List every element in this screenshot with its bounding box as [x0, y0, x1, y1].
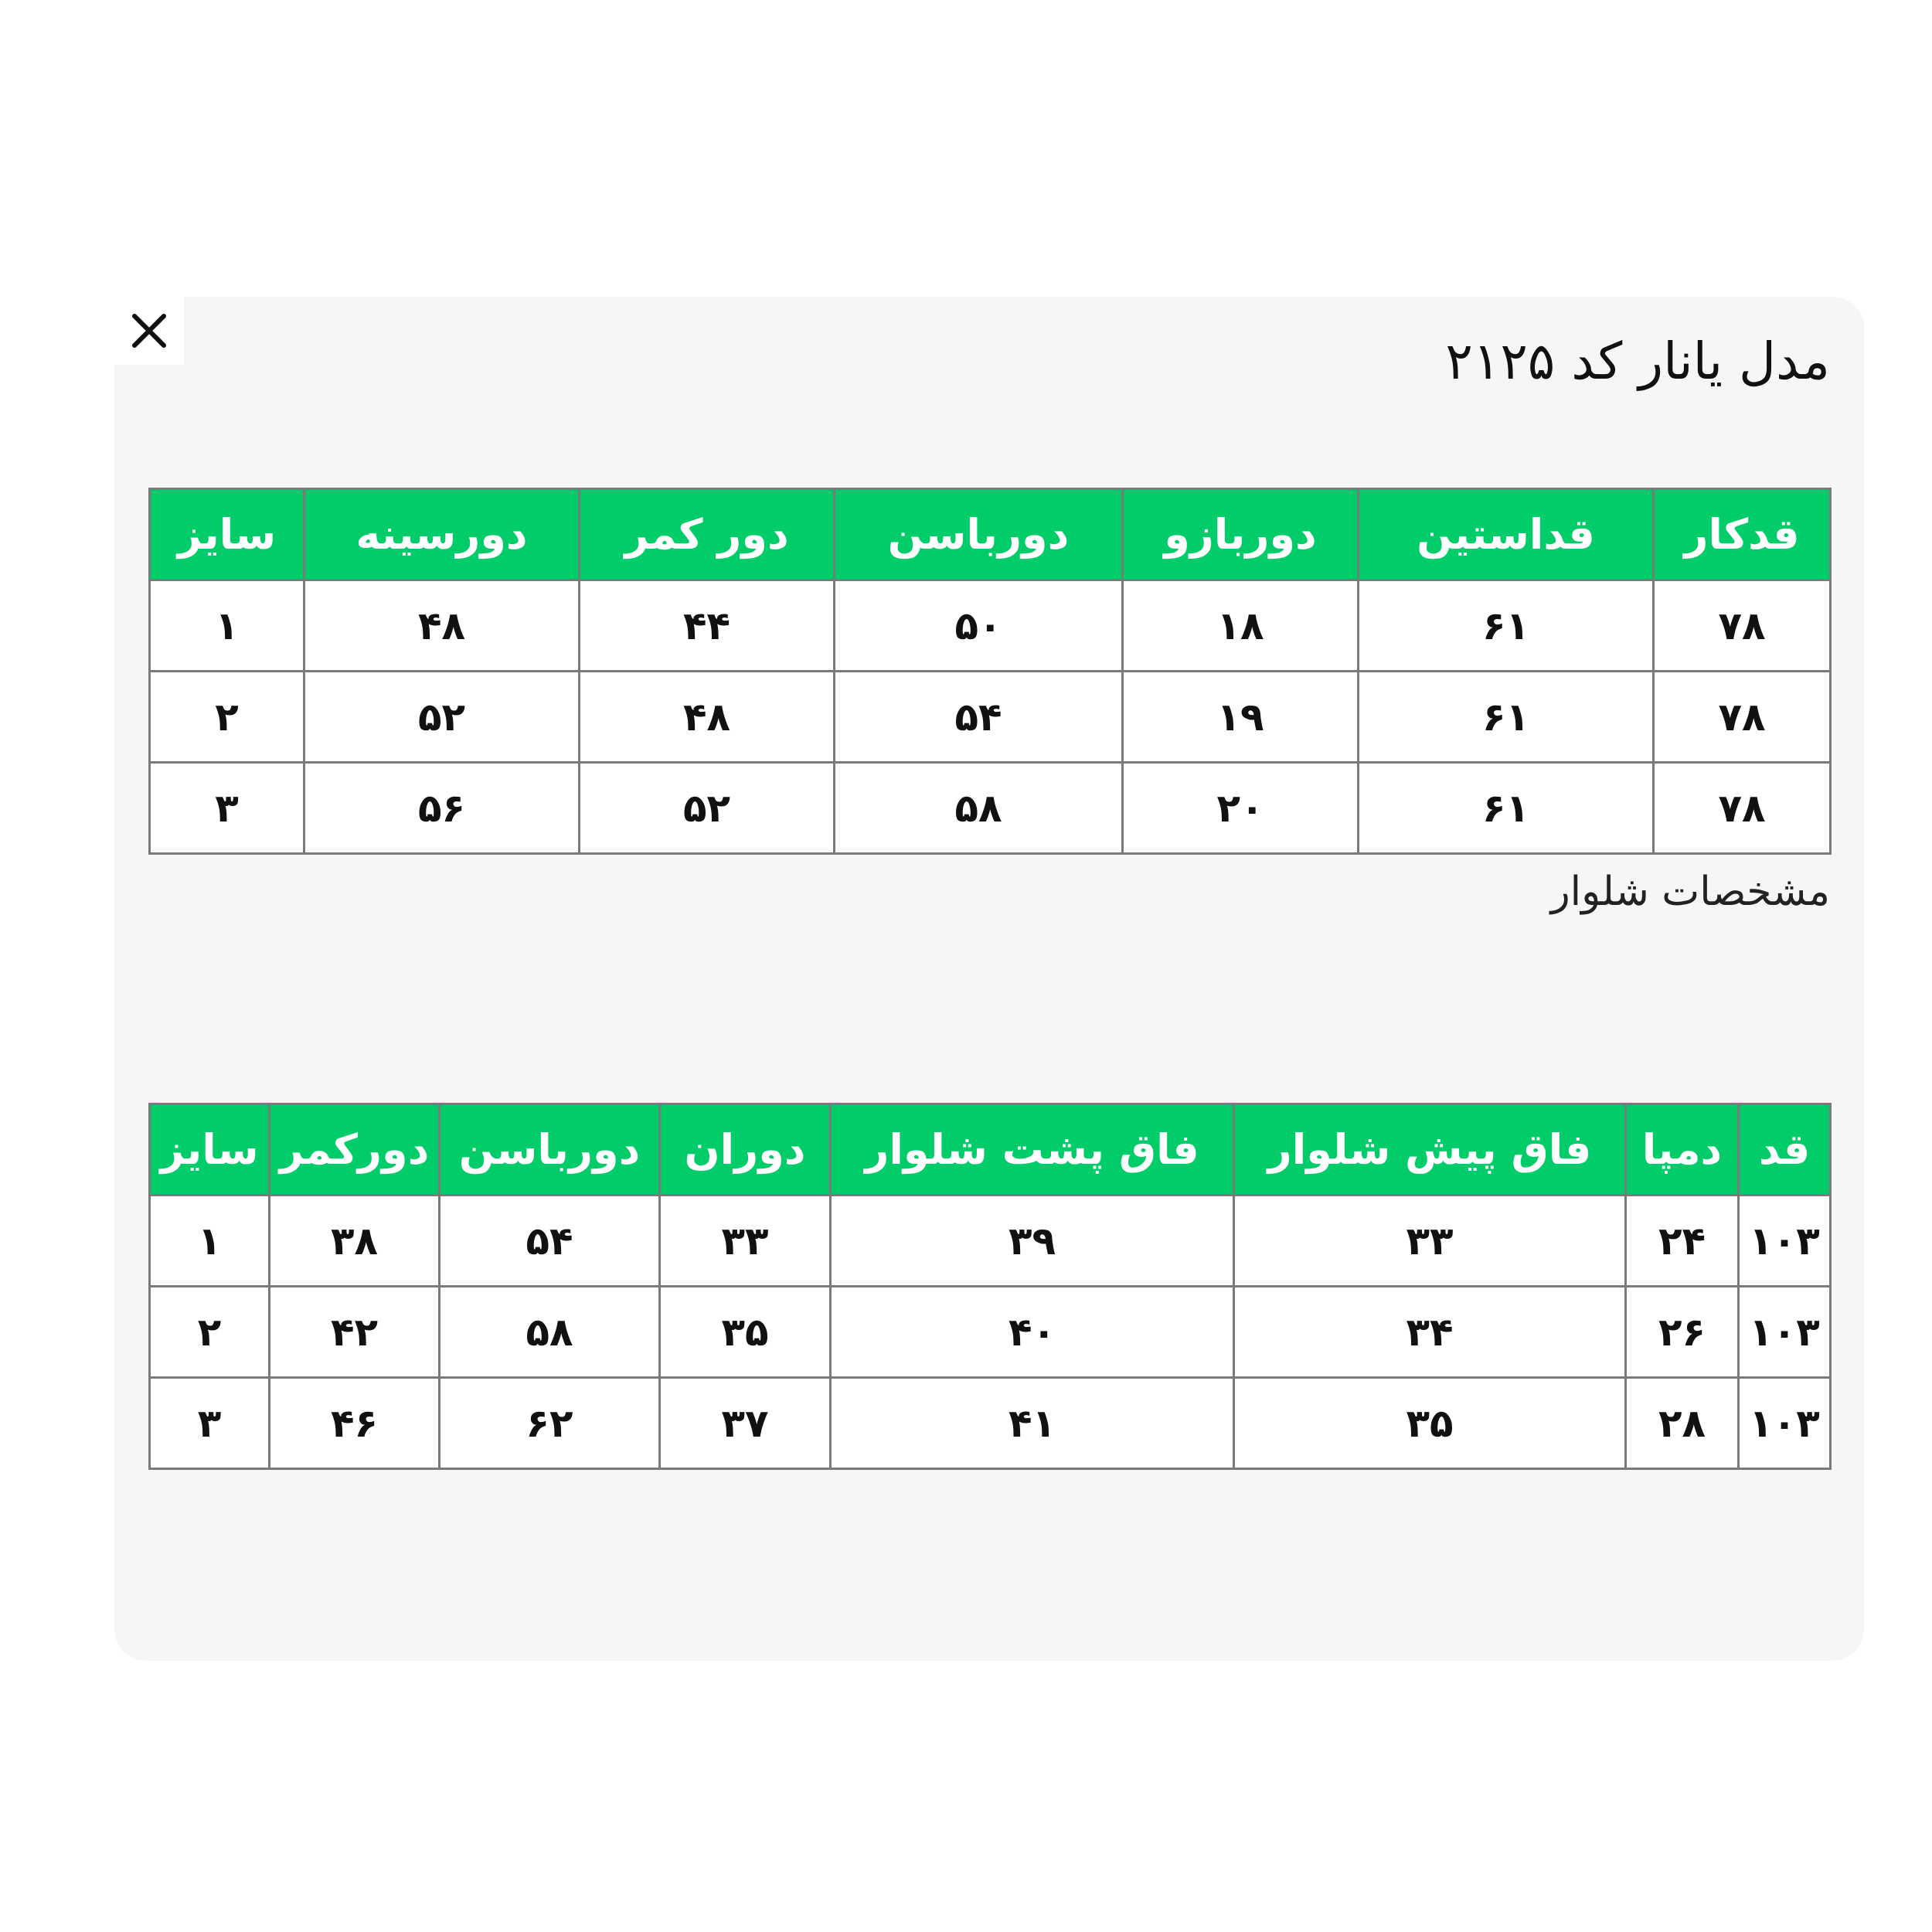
table-cell: ۲: [150, 1287, 270, 1378]
header-cell: فاق پیش شلوار: [1234, 1104, 1626, 1196]
pants-section-label: مشخصات شلوار: [1550, 869, 1830, 915]
table-row: [150, 763, 1831, 854]
table-cell: ۵۶: [304, 763, 580, 854]
header-cell: دورسینه: [304, 489, 580, 580]
header-cell: فاق پشت شلوار: [831, 1104, 1234, 1196]
table-row: [150, 1196, 1831, 1287]
table-cell: ۱۰۳: [1739, 1378, 1831, 1469]
table-cell: ۲۴: [1626, 1196, 1739, 1287]
table-cell: ۴۴: [580, 580, 835, 672]
table-row: [150, 1287, 1831, 1378]
table-cell: ۳۳: [1234, 1196, 1626, 1287]
table-cell: ۳۷: [660, 1378, 831, 1469]
table-cell: ۶۲: [440, 1378, 660, 1469]
table-cell: ۵۰: [835, 580, 1123, 672]
table-header-row: [150, 489, 1831, 580]
table-cell: ۵۸: [440, 1287, 660, 1378]
header-cell: سایز: [150, 489, 304, 580]
table-cell: ۴۱: [831, 1378, 1234, 1469]
table-cell: ۶۱: [1359, 580, 1654, 672]
header-cell: دمپا: [1626, 1104, 1739, 1196]
table-cell: ۳۳: [660, 1196, 831, 1287]
table-cell: ۴۰: [831, 1287, 1234, 1378]
table-cell: ۱: [150, 1196, 270, 1287]
header-cell: دورباسن: [440, 1104, 660, 1196]
table-cell: ۳۸: [270, 1196, 440, 1287]
table-cell: ۵۸: [835, 763, 1123, 854]
table-cell: ۵۴: [440, 1196, 660, 1287]
table-cell: ۶۱: [1359, 763, 1654, 854]
table-row: [150, 1378, 1831, 1469]
table-cell: ۲۶: [1626, 1287, 1739, 1378]
pants-size-table: [148, 1103, 1832, 1470]
header-cell: دور کمر: [580, 489, 835, 580]
table-row: [150, 580, 1831, 672]
table-cell: ۱۰۳: [1739, 1196, 1831, 1287]
header-cell: دورکمر: [270, 1104, 440, 1196]
table-cell: ۵۴: [835, 672, 1123, 763]
table-cell: ۳۴: [1234, 1287, 1626, 1378]
table-header-row: [150, 1104, 1831, 1196]
header-cell: دوربازو: [1123, 489, 1359, 580]
header-cell: قدکار: [1654, 489, 1831, 580]
table-cell: ۴۸: [580, 672, 835, 763]
table-cell: ۲: [150, 672, 304, 763]
table-cell: ۲۸: [1626, 1378, 1739, 1469]
table-cell: ۵۲: [580, 763, 835, 854]
table-cell: ۳: [150, 1378, 270, 1469]
header-cell: قد: [1739, 1104, 1831, 1196]
table-cell: ۷۸: [1654, 580, 1831, 672]
table-cell: ۴۲: [270, 1287, 440, 1378]
size-guide-modal: [114, 297, 1864, 1661]
table-cell: ۴۶: [270, 1378, 440, 1469]
table-cell: ۲۰: [1123, 763, 1359, 854]
table-cell: ۵۲: [304, 672, 580, 763]
table-cell: ۱: [150, 580, 304, 672]
table-cell: ۷۸: [1654, 672, 1831, 763]
table-cell: ۴۸: [304, 580, 580, 672]
table-cell: ۳۹: [831, 1196, 1234, 1287]
table-cell: ۳۵: [1234, 1378, 1626, 1469]
table-cell: ۱۰۳: [1739, 1287, 1831, 1378]
close-icon: [131, 313, 167, 349]
header-cell: قداستین: [1359, 489, 1654, 580]
table-cell: ۱۹: [1123, 672, 1359, 763]
header-cell: دوران: [660, 1104, 831, 1196]
header-cell: دورباسن: [835, 489, 1123, 580]
table-cell: ۶۱: [1359, 672, 1654, 763]
table-cell: ۳: [150, 763, 304, 854]
modal-title: مدل یانار کد ۲۱۲۵: [1445, 332, 1830, 391]
table-cell: ۳۵: [660, 1287, 831, 1378]
top-size-table: [148, 488, 1832, 855]
close-button[interactable]: [114, 297, 184, 365]
header-cell: سایز: [150, 1104, 270, 1196]
table-cell: ۷۸: [1654, 763, 1831, 854]
table-cell: ۱۸: [1123, 580, 1359, 672]
table-row: [150, 672, 1831, 763]
